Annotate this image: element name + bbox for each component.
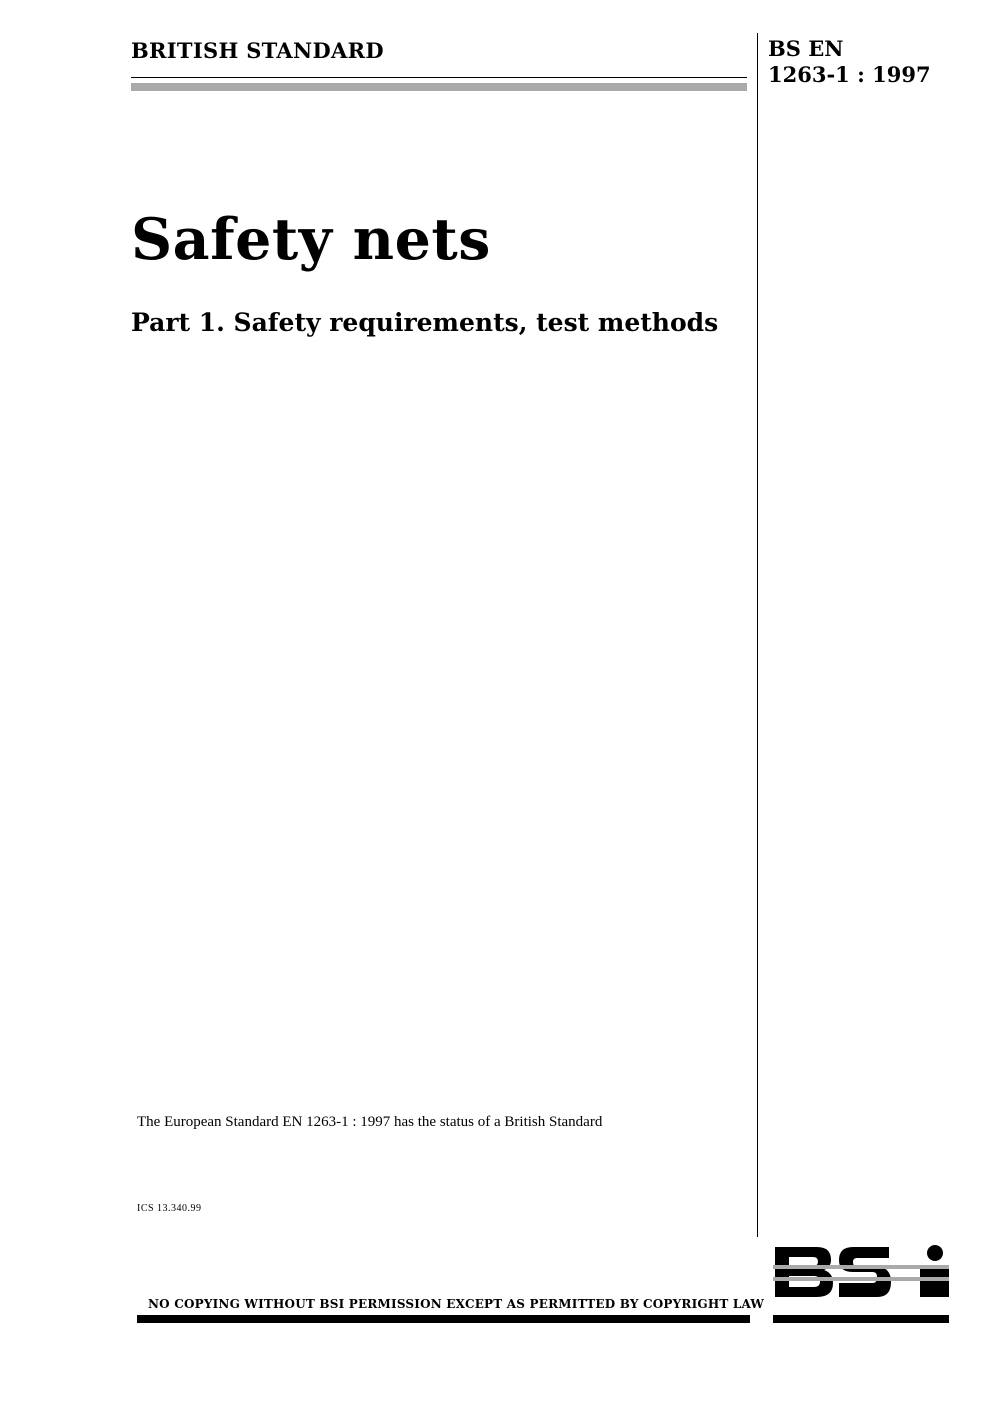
bsi-logo-base-bar: [773, 1315, 949, 1323]
standard-number: [768, 36, 931, 88]
document-title: Safety nets: [131, 206, 491, 273]
bsi-logo-s: [839, 1247, 891, 1297]
vertical-divider: [757, 33, 758, 1237]
document-series-label: BRITISH STANDARD: [131, 38, 384, 63]
header-rule: [131, 77, 747, 78]
document-subtitle: Part 1. Safety requirements, test methods: [131, 308, 719, 337]
bsi-logo-i: [920, 1245, 949, 1297]
standard-number-line1: BS EN: [768, 36, 844, 61]
copyright-notice: NO COPYING WITHOUT BSI PERMISSION EXCEPT AS PERMITTED BY COPYRIGHT LAW: [148, 1297, 765, 1311]
ics-code: ICS 13.340.99: [137, 1203, 202, 1214]
bsi-logo-b: [775, 1247, 833, 1297]
bsi-logo: [773, 1243, 949, 1323]
header-grey-bar: [131, 83, 747, 91]
status-statement: The European Standard EN 1263-1 : 1997 has the status of a British Standard: [137, 1114, 603, 1130]
standard-number-line2: 1263-1 : 1997: [768, 62, 931, 87]
footer-rule: [137, 1315, 750, 1323]
